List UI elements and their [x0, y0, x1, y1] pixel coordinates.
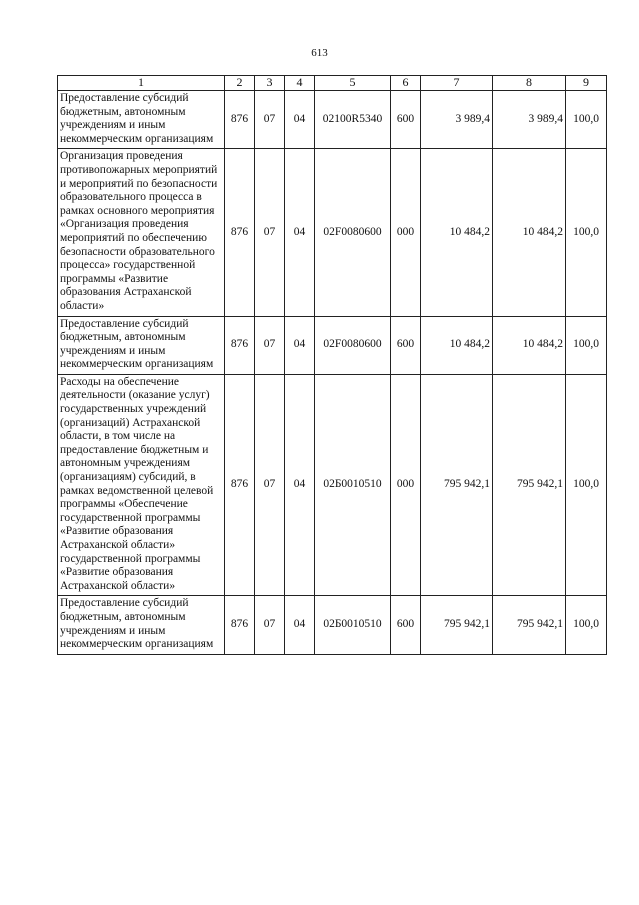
cell-col5: 02100R5340	[315, 91, 391, 149]
cell-col3: 07	[255, 316, 285, 374]
row-name: Предоставление субсидий бюджетным, автономным учреждениям и иным некоммерческим организациям	[58, 316, 225, 374]
cell-col5: 02Б0010510	[315, 374, 391, 596]
cell-col8: 10 484,2	[493, 316, 566, 374]
page-number: 613	[311, 47, 328, 59]
column-header: 4	[285, 76, 315, 91]
cell-col3: 07	[255, 149, 285, 316]
column-header: 2	[225, 76, 255, 91]
row-name: Организация проведения противопожарных мероприятий и мероприятий по безопасности образовательного процесса в рамках основного мероприятия «Организация проведения мероприятий по обеспечению безопасности образовательного процесса» государственной программы «Развитие образования Астраханской области»	[58, 149, 225, 316]
column-header: 6	[391, 76, 421, 91]
table-row	[58, 316, 607, 374]
cell-col8: 795 942,1	[493, 374, 566, 596]
cell-col5: 02F0080600	[315, 316, 391, 374]
column-header: 9	[566, 76, 607, 91]
cell-col3: 07	[255, 374, 285, 596]
cell-col4: 04	[285, 91, 315, 149]
cell-col7: 10 484,2	[421, 316, 493, 374]
cell-col2: 876	[225, 91, 255, 149]
cell-col2: 876	[225, 596, 255, 654]
cell-col3: 07	[255, 596, 285, 654]
cell-col6: 600	[391, 91, 421, 149]
column-header: 5	[315, 76, 391, 91]
cell-col4: 04	[285, 149, 315, 316]
cell-col8: 3 989,4	[493, 91, 566, 149]
cell-col4: 04	[285, 316, 315, 374]
header-row	[58, 76, 607, 91]
cell-col8: 10 484,2	[493, 149, 566, 316]
column-header: 7	[421, 76, 493, 91]
column-header: 3	[255, 76, 285, 91]
cell-col2: 876	[225, 316, 255, 374]
table-row	[58, 374, 607, 596]
table-row	[58, 149, 607, 316]
cell-col6: 600	[391, 596, 421, 654]
cell-col9: 100,0	[566, 316, 607, 374]
cell-col9: 100,0	[566, 596, 607, 654]
cell-col5: 02Б0010510	[315, 596, 391, 654]
cell-col6: 000	[391, 149, 421, 316]
cell-col7: 3 989,4	[421, 91, 493, 149]
cell-col8: 795 942,1	[493, 596, 566, 654]
cell-col7: 795 942,1	[421, 374, 493, 596]
cell-col4: 04	[285, 374, 315, 596]
cell-col2: 876	[225, 374, 255, 596]
cell-col3: 07	[255, 91, 285, 149]
cell-col2: 876	[225, 149, 255, 316]
cell-col6: 000	[391, 374, 421, 596]
budget-table	[57, 75, 607, 655]
cell-col5: 02F0080600	[315, 149, 391, 316]
row-name: Расходы на обеспечение деятельности (оказание услуг) государственных учреждений (организаций) Астраханской области, в том числе на предоставление бюджетным и автономным учреждениям (организациям) субсидий, в рамках ведомственной целевой программы «Обеспечение государственной программы «Развитие образования Астраханской области» государственной программы «Развитие образования Астраханской области»	[58, 374, 225, 596]
cell-col9: 100,0	[566, 149, 607, 316]
column-header: 1	[58, 76, 225, 91]
cell-col7: 795 942,1	[421, 596, 493, 654]
column-header: 8	[493, 76, 566, 91]
cell-col4: 04	[285, 596, 315, 654]
cell-col9: 100,0	[566, 91, 607, 149]
row-name: Предоставление субсидий бюджетным, автономным учреждениям и иным некоммерческим организациям	[58, 596, 225, 654]
cell-col6: 600	[391, 316, 421, 374]
table-row	[58, 91, 607, 149]
row-name: Предоставление субсидий бюджетным, автономным учреждениям и иным некоммерческим организациям	[58, 91, 225, 149]
table-row	[58, 596, 607, 654]
cell-col7: 10 484,2	[421, 149, 493, 316]
cell-col9: 100,0	[566, 374, 607, 596]
